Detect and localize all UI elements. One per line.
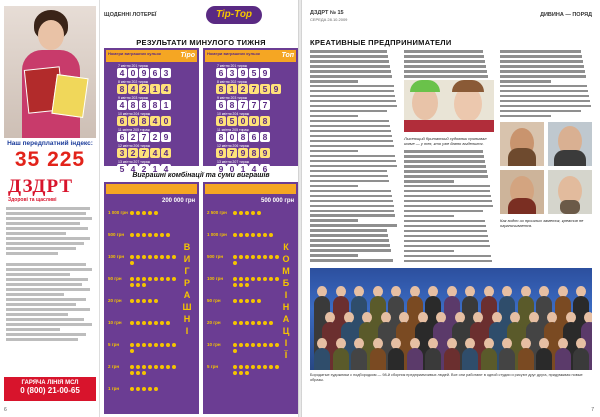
prize-amount: 20 грн [108, 298, 122, 303]
combination-dots [130, 233, 176, 237]
vertical-word-letter: А [282, 314, 290, 324]
text-line [310, 229, 387, 232]
text-line [404, 170, 487, 173]
text-line [310, 259, 393, 262]
lottery-ball: 4 [150, 148, 160, 158]
text-line [404, 255, 491, 258]
lottery-logo: Tip-Top [206, 6, 262, 24]
lottery-ball: 4 [249, 164, 259, 174]
left-sidebar [0, 0, 100, 417]
combination-dots [130, 255, 176, 265]
combination-dots [233, 255, 279, 265]
draw-row [205, 64, 296, 78]
draw-row [106, 112, 197, 126]
prize-amount: 1 000 грн [108, 210, 128, 215]
combination-dots [233, 365, 279, 375]
lottery-ball: 9 [216, 164, 226, 174]
text-line [404, 190, 490, 193]
vertical-word-letter: Ш [182, 302, 192, 312]
text-line [404, 160, 485, 163]
text-line [500, 50, 581, 53]
text-line [404, 240, 489, 243]
article-column-2-bottom [404, 150, 494, 265]
right-page [302, 0, 600, 417]
artist-portrait-2 [548, 122, 592, 166]
lottery-ball: 4 [117, 100, 127, 110]
draw-date: 10 квітня 204 тираж [118, 112, 151, 116]
text-line [404, 50, 483, 53]
person-body [407, 348, 423, 370]
combination-dots [130, 343, 176, 353]
vertical-word-letter: Н [183, 314, 191, 324]
text-line [404, 65, 486, 68]
vertical-word-letter: Р [183, 278, 190, 288]
lottery-ball: 1 [227, 84, 237, 94]
prize-amount: 2 грн [108, 364, 120, 369]
lottery-ball: 6 [128, 116, 138, 126]
text-line [310, 249, 391, 252]
combination-dots [130, 365, 176, 375]
lottery-ball: 6 [216, 116, 226, 126]
text-line [404, 165, 486, 168]
text-line [310, 65, 390, 68]
text-line [310, 165, 397, 168]
lottery-ball: 8 [139, 100, 149, 110]
text-line [310, 160, 396, 163]
lottery-ball: 0 [227, 132, 237, 142]
combination-dots [233, 277, 279, 287]
text-line [310, 190, 391, 193]
vertical-word-letter: Ц [282, 326, 290, 336]
lottery-ball: 2 [150, 132, 160, 142]
article-column-1 [310, 50, 398, 264]
draw-date: 12 квітня 206 тираж [118, 144, 151, 148]
text-line [310, 80, 358, 83]
vertical-word-letter: І [185, 326, 189, 336]
lottery-ball: 8 [216, 132, 226, 142]
text-line [310, 90, 394, 93]
person-body [536, 348, 552, 370]
draw-date: 8 квітня 202 тираж [217, 80, 248, 84]
draw-date: 9 квітня 203 тираж [217, 96, 248, 100]
lottery-ball: 6 [150, 68, 160, 78]
lottery-ball: 7 [260, 100, 270, 110]
text-line [404, 75, 488, 78]
text-line [404, 155, 484, 158]
text-line [404, 175, 488, 178]
text-line [310, 145, 394, 148]
woman-holding-magazines-photo [4, 6, 96, 138]
lottery-ball: 3 [161, 68, 171, 78]
jackpot-right: 500 000 грн [261, 198, 295, 204]
lottery-ball: 0 [249, 116, 259, 126]
jackpot-left: 200 000 грн [162, 198, 196, 204]
subscription-index-value: 35 225 [14, 148, 86, 171]
person-body [555, 348, 571, 370]
artist-portrait-1 [500, 122, 544, 166]
artist-portrait-3 [500, 170, 544, 214]
lottery-ball: 6 [260, 164, 270, 174]
draw-row [106, 96, 197, 110]
lottery-ball: 8 [260, 132, 270, 142]
draw-date: 11 квітня 205 тираж [217, 128, 249, 132]
person-body [370, 348, 386, 370]
lottery-ball: 0 [128, 68, 138, 78]
lottery-ball: 5 [249, 68, 259, 78]
prize-amount: 2 500 грн [207, 210, 227, 215]
combinations-panel-right [203, 182, 298, 414]
lottery-ball: 2 [128, 132, 138, 142]
combination-dots [233, 299, 279, 303]
text-line [310, 205, 394, 208]
lottery-ball: 8 [260, 116, 270, 126]
hotline-title: ГАРЯЧА ЛІНІЯ МСЛ [21, 380, 79, 386]
vertical-word-letter: Г [184, 266, 190, 276]
tipo-brand: Tipo [180, 52, 195, 59]
vertical-word-letter: І [284, 290, 288, 300]
person-body [573, 348, 589, 370]
text-line [310, 125, 390, 128]
lottery-ball: 2 [238, 84, 248, 94]
left-page-number: 6 [4, 407, 7, 413]
text-line [404, 260, 492, 263]
person-body [314, 348, 330, 370]
lottery-ball: 0 [238, 116, 248, 126]
person-body [499, 348, 515, 370]
article-column-3 [500, 50, 592, 120]
text-line [310, 70, 391, 73]
text-line [310, 195, 392, 198]
vertical-word-letter: А [183, 290, 191, 300]
magazine-logo: ДЗДРТ [8, 176, 73, 197]
lottery-ball: 4 [150, 116, 160, 126]
prize-amount: 20 грн [207, 320, 221, 325]
person-body [333, 348, 349, 370]
lottery-ball: 9 [271, 84, 281, 94]
lottery-ball: 1 [238, 164, 248, 174]
prize-amount: 5 грн [108, 342, 120, 347]
prize-amount: 50 грн [207, 298, 221, 303]
lottery-ball: 9 [260, 68, 270, 78]
section-header: ЩОДЕННІ ЛОТЕРЕЇ [104, 12, 157, 18]
lottery-ball: 9 [161, 132, 171, 142]
text-line [310, 50, 387, 53]
sidebar-text-block-2 [6, 262, 94, 343]
text-line [500, 60, 583, 63]
text-line [500, 70, 585, 73]
vertical-word-letter: В [183, 242, 191, 252]
lottery-ball: 8 [139, 116, 149, 126]
mid-photo-caption: Лысеющий британский художник принимал иначе — у тех, кто уже давно выделился. [404, 136, 487, 146]
lottery-ball: 0 [161, 116, 171, 126]
prize-amount: 500 грн [207, 254, 224, 259]
lottery-ball: 1 [161, 100, 171, 110]
lottery-ball: 4 [161, 148, 171, 158]
text-line [500, 100, 590, 103]
lottery-ball: 8 [117, 84, 127, 94]
lottery-ball: 6 [216, 100, 226, 110]
text-line [500, 55, 582, 58]
text-line [404, 195, 491, 198]
draw-row [106, 128, 197, 142]
lottery-ball: 4 [161, 84, 171, 94]
text-line [310, 55, 388, 58]
text-line [404, 210, 483, 213]
text-line [310, 200, 393, 203]
text-line [310, 120, 389, 123]
draw-row [205, 80, 296, 94]
text-line [500, 95, 589, 98]
person-body [388, 348, 404, 370]
text-line [404, 55, 484, 58]
text-line [404, 60, 485, 63]
results-title: РЕЗУЛЬТАТИ МИНУЛОГО ТИЖНЯ [136, 38, 266, 47]
lottery-ball: 1 [150, 84, 160, 94]
right-photo-caption: Как видно из прошлых заметок, креатив не ограничивается. [500, 218, 584, 228]
text-line [310, 85, 394, 88]
vertical-word-letter: Б [282, 278, 290, 288]
right-header-date: СЕРЕДА 28.10.2009 [310, 17, 348, 22]
vertical-word-letter: Н [282, 302, 290, 312]
text-line [500, 90, 588, 93]
lottery-ball: 8 [216, 84, 226, 94]
lottery-ball: 9 [139, 68, 149, 78]
lottery-section [104, 0, 298, 417]
results-column-top [203, 48, 298, 174]
text-line [404, 200, 492, 203]
magazine-logo-subtitle: Здорові та щасливі [8, 197, 57, 203]
person-body [462, 348, 478, 370]
text-line [310, 254, 358, 257]
right-header-issue: ДЗДРТ № 15 [310, 10, 344, 16]
lottery-ball: 6 [117, 116, 127, 126]
text-line [404, 180, 454, 183]
text-line [404, 150, 483, 153]
combinations-title: Виграшні комбінації та суми виграшів [132, 172, 270, 179]
draw-date: 11 квітня 205 тираж [118, 128, 150, 132]
text-line [310, 170, 387, 173]
combination-dots [233, 321, 279, 325]
text-line [310, 234, 388, 237]
text-line [404, 250, 454, 253]
vertical-word-letter: М [282, 266, 290, 276]
text-line [310, 140, 393, 143]
results-column-tipo [104, 48, 199, 174]
text-line [310, 115, 358, 118]
draw-row [106, 80, 197, 94]
text-line [500, 75, 586, 78]
prize-amount: 100 грн [108, 254, 125, 259]
text-line [500, 115, 551, 118]
draw-row [205, 96, 296, 110]
combination-dots [130, 387, 176, 391]
lottery-ball: 6 [117, 132, 127, 142]
text-line [310, 75, 392, 78]
lottery-ball: 2 [139, 84, 149, 94]
text-line [310, 219, 358, 222]
prize-amount: 500 грн [108, 232, 125, 237]
text-line [404, 215, 454, 218]
text-line [404, 70, 487, 73]
results-column-header: Номери виграшних кульок [108, 51, 161, 56]
lottery-ball: 9 [216, 148, 226, 158]
two-artists-photo [404, 80, 494, 132]
hotline-number: 0 (800) 21-00-65 [20, 386, 80, 395]
lottery-ball: 8 [238, 132, 248, 142]
top-brand: Топ [281, 52, 294, 59]
combination-dots [233, 233, 279, 237]
lottery-ball: 2 [139, 164, 149, 174]
vertical-word-letter: І [284, 338, 288, 348]
draw-date: 13 квітня 207 тираж [118, 160, 151, 164]
subscription-index-label: Наш передплатний індекс: [7, 140, 93, 147]
text-line [404, 235, 488, 238]
vertical-word-letter: О [282, 254, 290, 264]
prize-amount: 5 грн [207, 364, 219, 369]
hotline-banner [4, 377, 96, 401]
draw-date: 13 квітня 207 тираж [217, 160, 250, 164]
lottery-ball: 6 [216, 68, 226, 78]
lottery-ball: 8 [227, 100, 237, 110]
lottery-ball: 9 [238, 68, 248, 78]
lottery-ball: 5 [117, 164, 127, 174]
lottery-ball: 7 [227, 148, 237, 158]
draw-date: 7 квітня 201 тираж [217, 64, 248, 68]
lottery-ball: 8 [128, 100, 138, 110]
combination-dots [130, 299, 176, 303]
draw-row [205, 144, 296, 158]
text-line [310, 155, 395, 158]
text-line [404, 245, 490, 248]
person-body [518, 348, 534, 370]
lottery-ball: 4 [128, 84, 138, 94]
draw-row [106, 64, 197, 78]
vertical-word-letter: Ї [284, 350, 288, 360]
lottery-ball: 7 [249, 100, 259, 110]
right-header-section: ДИВИНА — ПОРЯД [540, 12, 592, 18]
lottery-ball: 7 [139, 132, 149, 142]
text-line [500, 105, 591, 108]
lottery-ball: 3 [117, 148, 127, 158]
person-body [425, 348, 441, 370]
draw-row [205, 128, 296, 142]
lottery-ball: 7 [238, 100, 248, 110]
combination-dots [130, 211, 176, 215]
prize-amount: 10 грн [108, 320, 122, 325]
lottery-ball: 9 [260, 148, 270, 158]
lottery-ball: 7 [139, 148, 149, 158]
draw-date: 12 квітня 206 тираж [217, 144, 250, 148]
lottery-ball: 1 [150, 164, 160, 174]
text-line [310, 214, 395, 217]
person-body [481, 348, 497, 370]
lottery-ball: 5 [260, 84, 270, 94]
group-photo-caption: Бородатые художники с подбородком — 98-й сборник предприимчивых людей. Все они работают в одной студии и рисуют друг друга, придумывая новые образы. [310, 373, 583, 382]
text-line [310, 110, 387, 113]
combination-dots [233, 343, 279, 353]
text-line [404, 205, 493, 208]
text-line [310, 100, 396, 103]
text-line [404, 230, 487, 233]
person-body [444, 348, 460, 370]
lottery-ball: 3 [227, 68, 237, 78]
lottery-ball: 4 [161, 164, 171, 174]
text-line [310, 185, 358, 188]
vertical-word-letter: К [283, 242, 289, 252]
text-line [310, 105, 397, 108]
text-line [310, 180, 389, 183]
text-line [310, 210, 394, 213]
lottery-ball: 2 [128, 148, 138, 158]
prize-amount: 10 грн [207, 342, 221, 347]
combinations-panel-left [104, 182, 199, 414]
text-line [404, 225, 486, 228]
person-body [351, 348, 367, 370]
draw-date: 9 квітня 203 тираж [118, 96, 149, 100]
text-line [310, 224, 397, 227]
draw-row [205, 112, 296, 126]
lottery-ball: 4 [128, 164, 138, 174]
lottery-ball: 6 [249, 132, 259, 142]
text-line [310, 95, 395, 98]
prize-amount: 1 000 грн [207, 232, 227, 237]
vertical-word-letter: И [183, 254, 191, 264]
text-line [500, 80, 551, 83]
right-page-number: 7 [591, 407, 594, 413]
text-line [404, 220, 485, 223]
lottery-ball: 9 [238, 148, 248, 158]
prize-amount: 1 грн [108, 386, 120, 391]
lottery-ball: 0 [227, 164, 237, 174]
lottery-ball: 5 [227, 116, 237, 126]
text-line [500, 110, 581, 113]
draw-date: 10 квітня 204 тираж [217, 112, 250, 116]
results-column-header: Номери виграшних кульок [207, 51, 260, 56]
lottery-ball: 4 [117, 68, 127, 78]
left-page [0, 0, 298, 417]
prize-amount: 100 грн [207, 276, 224, 281]
text-line [310, 130, 391, 133]
draw-date: 8 квітня 202 тираж [118, 80, 149, 84]
text-line [500, 85, 587, 88]
text-line [404, 185, 490, 188]
lottery-ball: 7 [249, 84, 259, 94]
combination-dots [233, 211, 279, 215]
draw-row [106, 144, 197, 158]
lottery-ball: 8 [249, 148, 259, 158]
artist-portrait-4 [548, 170, 592, 214]
sidebar-text-block-1 [6, 206, 94, 257]
combination-dots [130, 321, 176, 325]
text-line [500, 65, 584, 68]
article-column-2-top [404, 50, 494, 80]
combination-dots [130, 277, 176, 287]
text-line [310, 175, 388, 178]
article-title: КРЕАТИВНЫЕ ПРЕДПРИНИМАТЕЛИ [310, 38, 452, 47]
lottery-ball: 8 [150, 100, 160, 110]
text-line [310, 239, 389, 242]
artists-group-photo [310, 268, 592, 370]
text-line [310, 244, 390, 247]
draw-date: 7 квітня 201 тираж [118, 64, 149, 68]
text-line [310, 135, 392, 138]
text-line [310, 150, 358, 153]
text-line [310, 60, 389, 63]
prize-amount: 50 грн [108, 276, 122, 281]
